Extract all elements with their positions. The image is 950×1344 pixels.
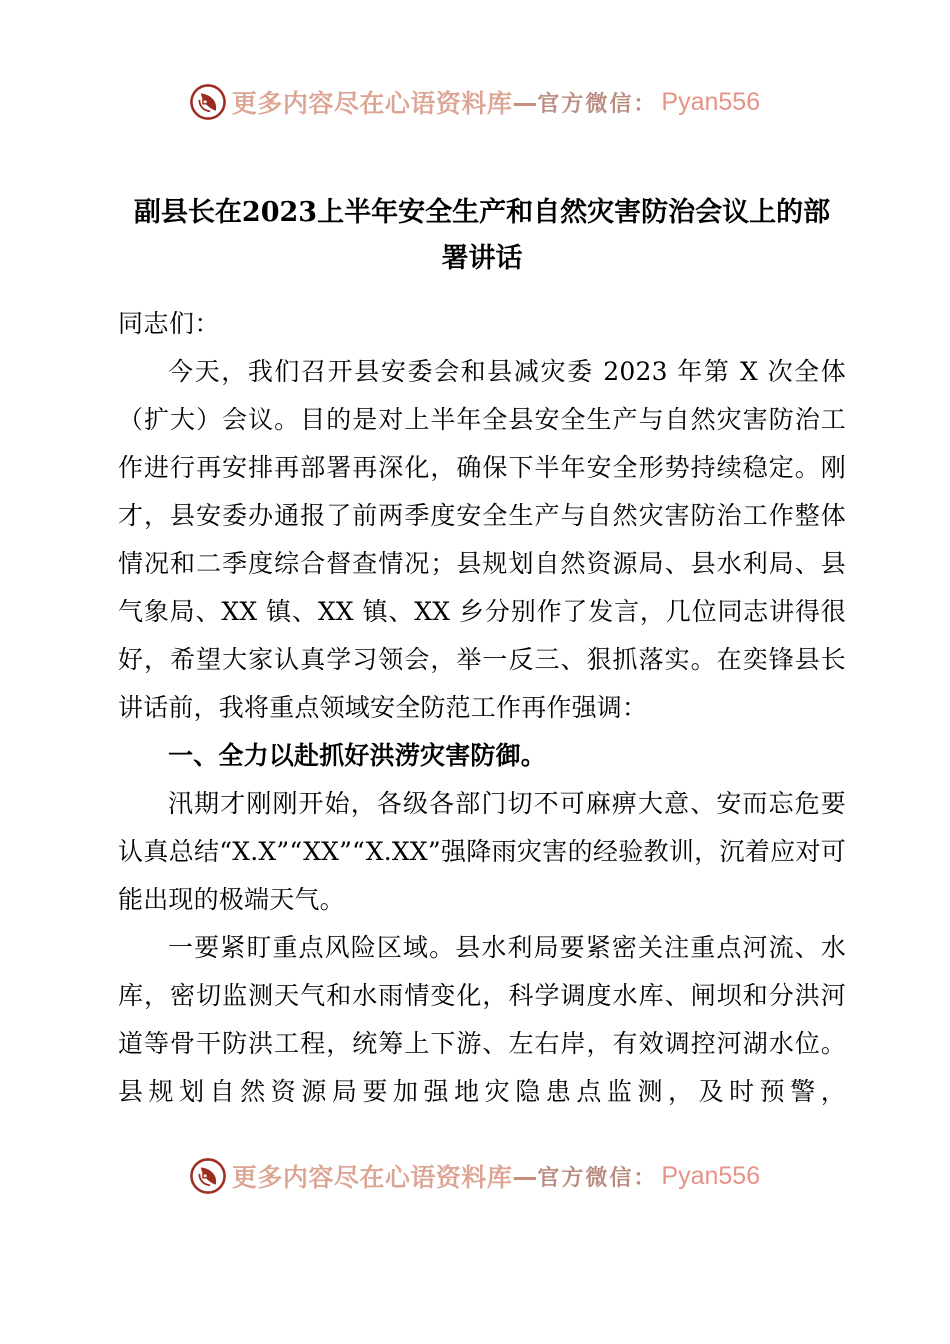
fish-circle-logo-icon bbox=[190, 84, 226, 120]
watermark-sub-text: 官方微信： bbox=[537, 90, 658, 117]
document-body bbox=[118, 190, 846, 1116]
paragraph-point-one: 一要紧盯重点风险区域。县水利局要紧密关注重点河流、水库，密切监测天气和水雨情变化，科学调度水库、闸坝和分洪河道等骨干防洪工程，统筹上下游、左右岸，有效调控河湖水位。县规划自然资源局要加强地灾隐患点监测，及时预警， bbox=[118, 933, 846, 1106]
section-heading-one: 一、全力以赴抓好洪涝灾害防御。 bbox=[168, 741, 547, 770]
watermark-sub-text: 官方微信： bbox=[537, 1164, 658, 1191]
watermark-footer bbox=[0, 1158, 950, 1194]
watermark-main-text: 更多内容尽在心语资料库 bbox=[231, 1163, 513, 1192]
paragraph-flood-season: 汛期才刚刚开始，各级各部门切不可麻痹大意、安而忘危要认真总结“X.X”“XX”“X.XX”强降雨灾害的经验教训，沉着应对可能出现的极端天气。 bbox=[118, 789, 846, 914]
fish-circle-logo-icon bbox=[190, 1158, 226, 1194]
watermark-header bbox=[0, 84, 950, 120]
salutation: 同志们： bbox=[118, 309, 221, 338]
watermark-main-text: 更多内容尽在心语资料库 bbox=[231, 89, 513, 118]
page-title: 副县长在2023上半年安全生产和自然灾害防治会议上的部署讲话 bbox=[133, 197, 831, 274]
watermark-dash: — bbox=[512, 1161, 538, 1191]
watermark-dash: — bbox=[512, 87, 538, 117]
paragraph-intro: 今天，我们召开县安委会和县减灾委 2023 年第 X 次全体（扩大）会议。目的是对上半年全县安全生产与自然灾害防治工作进行再安排再部署再深化，确保下半年安全形势持续稳定。刚才，县安委办通报了前两季度安全生产与自然灾害防治工作整体情况和二季度综合督查情况；县规划自然资源局、县水利局、县气象局、XX 镇、XX 镇、XX 乡分别作了发言，几位同志讲得很好，希望大家认真学习领会，举一反三、狠抓落实。在奕锋县长讲话前，我将重点领域安全防范工作再作强调： bbox=[118, 357, 846, 722]
watermark-account-id: Pyan556 bbox=[661, 87, 761, 116]
watermark-account-id: Pyan556 bbox=[661, 1161, 761, 1190]
